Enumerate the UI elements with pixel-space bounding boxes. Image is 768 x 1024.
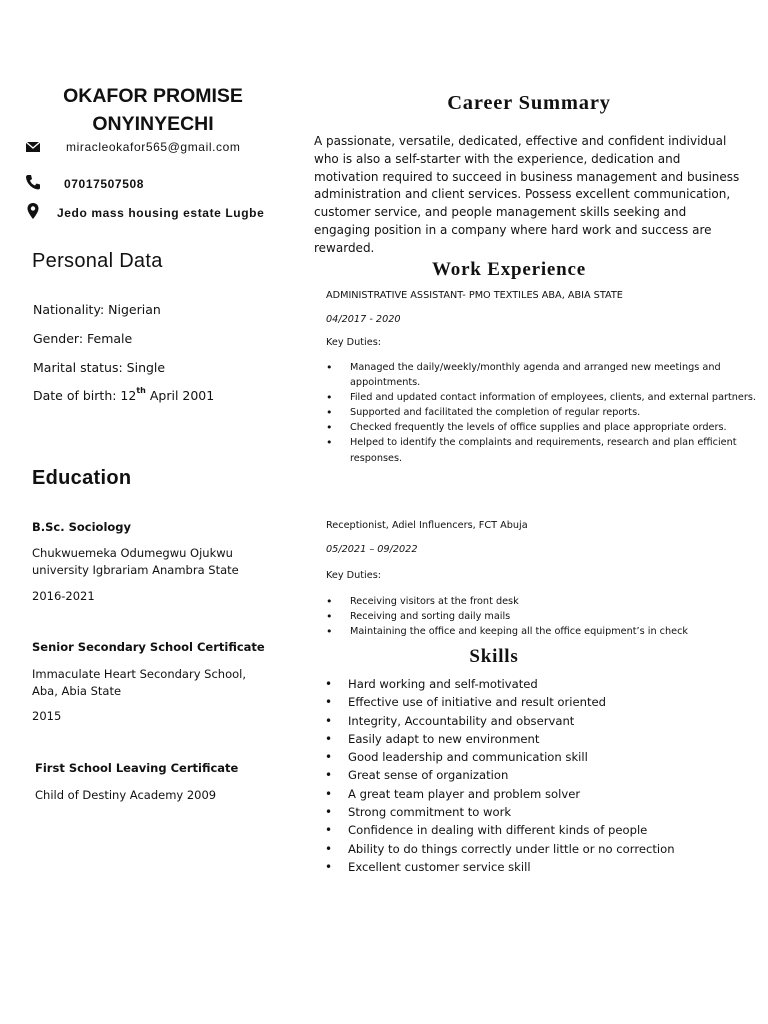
education-school-3: Child of Destiny Academy 2009 — [35, 788, 217, 802]
skill-item: • Integrity, Accountability and observant — [325, 712, 745, 730]
duty-item: • Helped to identify the complaints and requirements, research and plan efficient responses. — [326, 435, 756, 465]
skill-item: • A great team player and problem solver — [325, 785, 745, 803]
job-title-2: Receptionist, Adiel Influencers, FCT Abuja — [326, 520, 528, 531]
gender-text: Gender: Female — [33, 331, 133, 346]
duty-item: • Supported and facilitated the completion of regular reports. — [326, 405, 756, 420]
dob-prefix: Date of birth: 12 — [33, 388, 137, 403]
email-text[interactable]: miracleokafor565@gmail.com — [66, 140, 241, 154]
duty-item: • Receiving visitors at the front desk — [326, 594, 756, 609]
job-duties-label-1: Key Duties: — [326, 337, 382, 348]
job-duties-list-2 — [326, 594, 756, 639]
dob-suffix: April 2001 — [145, 388, 215, 403]
applicant-name-line-2: ONYINYECHI — [92, 113, 214, 135]
duty-item: • Managed the daily/weekly/monthly agenda and arranged new meetings and appointments. — [326, 360, 756, 390]
education-year-1: 2016-2021 — [32, 589, 95, 603]
skill-item: • Excellent customer service skill — [325, 858, 745, 876]
education-title-1: B.Sc. Sociology — [32, 520, 132, 534]
career-summary-heading: Career Summary — [447, 92, 611, 114]
work-experience-heading: Work Experience — [432, 259, 586, 280]
personal-data-heading: Personal Data — [32, 250, 163, 272]
phone-text[interactable]: 07017507508 — [64, 177, 145, 191]
education-school-2: Immaculate Heart Secondary School, Aba, Abia State — [32, 667, 246, 698]
address-text: Jedo mass housing estate Lugbe — [57, 206, 265, 220]
date-of-birth-text — [33, 388, 214, 403]
applicant-name-line-1: OKAFOR PROMISE — [63, 85, 243, 107]
skill-item: • Ability to do things correctly under little or no correction — [325, 840, 745, 858]
skill-item: • Great sense of organization — [325, 766, 745, 784]
envelope-icon — [24, 138, 42, 156]
job-title-1: ADMINISTRATIVE ASSISTANT- PMO TEXTILES ABA, ABIA STATE — [326, 290, 623, 301]
duty-item: • Maintaining the office and keeping all the office equipment’s in check — [326, 624, 756, 639]
education-title-3: First School Leaving Certificate — [35, 761, 239, 775]
skill-item: • Confidence in dealing with different kinds of people — [325, 821, 745, 839]
education-title-2: Senior Secondary School Certificate — [32, 640, 265, 654]
education-heading: Education — [32, 467, 132, 489]
career-summary-text: A passionate, versatile, dedicated, effective and confident individual who is also a self-starter with the experience, dedication and motivation required to succeed in business management and business administration and client services. Possess excellent communication, customer service, and people management skills seeking and engaging position in a company where hard work and success are rewarded. — [314, 134, 740, 255]
education-year-2: 2015 — [32, 709, 62, 723]
marital-status-text: Marital status: Single — [33, 360, 166, 375]
job-duties-label-2: Key Duties: — [326, 570, 382, 581]
duty-item: • Receiving and sorting daily mails — [326, 609, 756, 624]
skill-item: • Effective use of initiative and result oriented — [325, 693, 745, 711]
map-pin-icon — [24, 202, 42, 220]
skill-item: • Good leadership and communication skill — [325, 748, 745, 766]
skill-item: • Easily adapt to new environment — [325, 730, 745, 748]
education-school-1: Chukwuemeka Odumegwu Ojukwu university Igbrariam Anambra State — [32, 546, 239, 577]
nationality-text: Nationality: Nigerian — [33, 302, 161, 317]
skill-item: • Hard working and self-motivated — [325, 675, 745, 693]
job-dates-2: 05/2021 – 09/2022 — [326, 544, 418, 555]
applicant-name — [40, 82, 266, 138]
dob-ordinal: th — [136, 386, 146, 395]
job-dates-1: 04/2017 - 2020 — [326, 314, 401, 325]
phone-icon — [24, 173, 42, 191]
duty-item: • Filed and updated contact information of employees, clients, and external partners. — [326, 390, 756, 405]
duty-item: • Checked frequently the levels of office supplies and place appropriate orders. — [326, 420, 756, 435]
skills-list — [325, 675, 745, 876]
job-duties-list-1 — [326, 360, 756, 466]
skill-item: • Strong commitment to work — [325, 803, 745, 821]
skills-heading: Skills — [469, 646, 519, 667]
